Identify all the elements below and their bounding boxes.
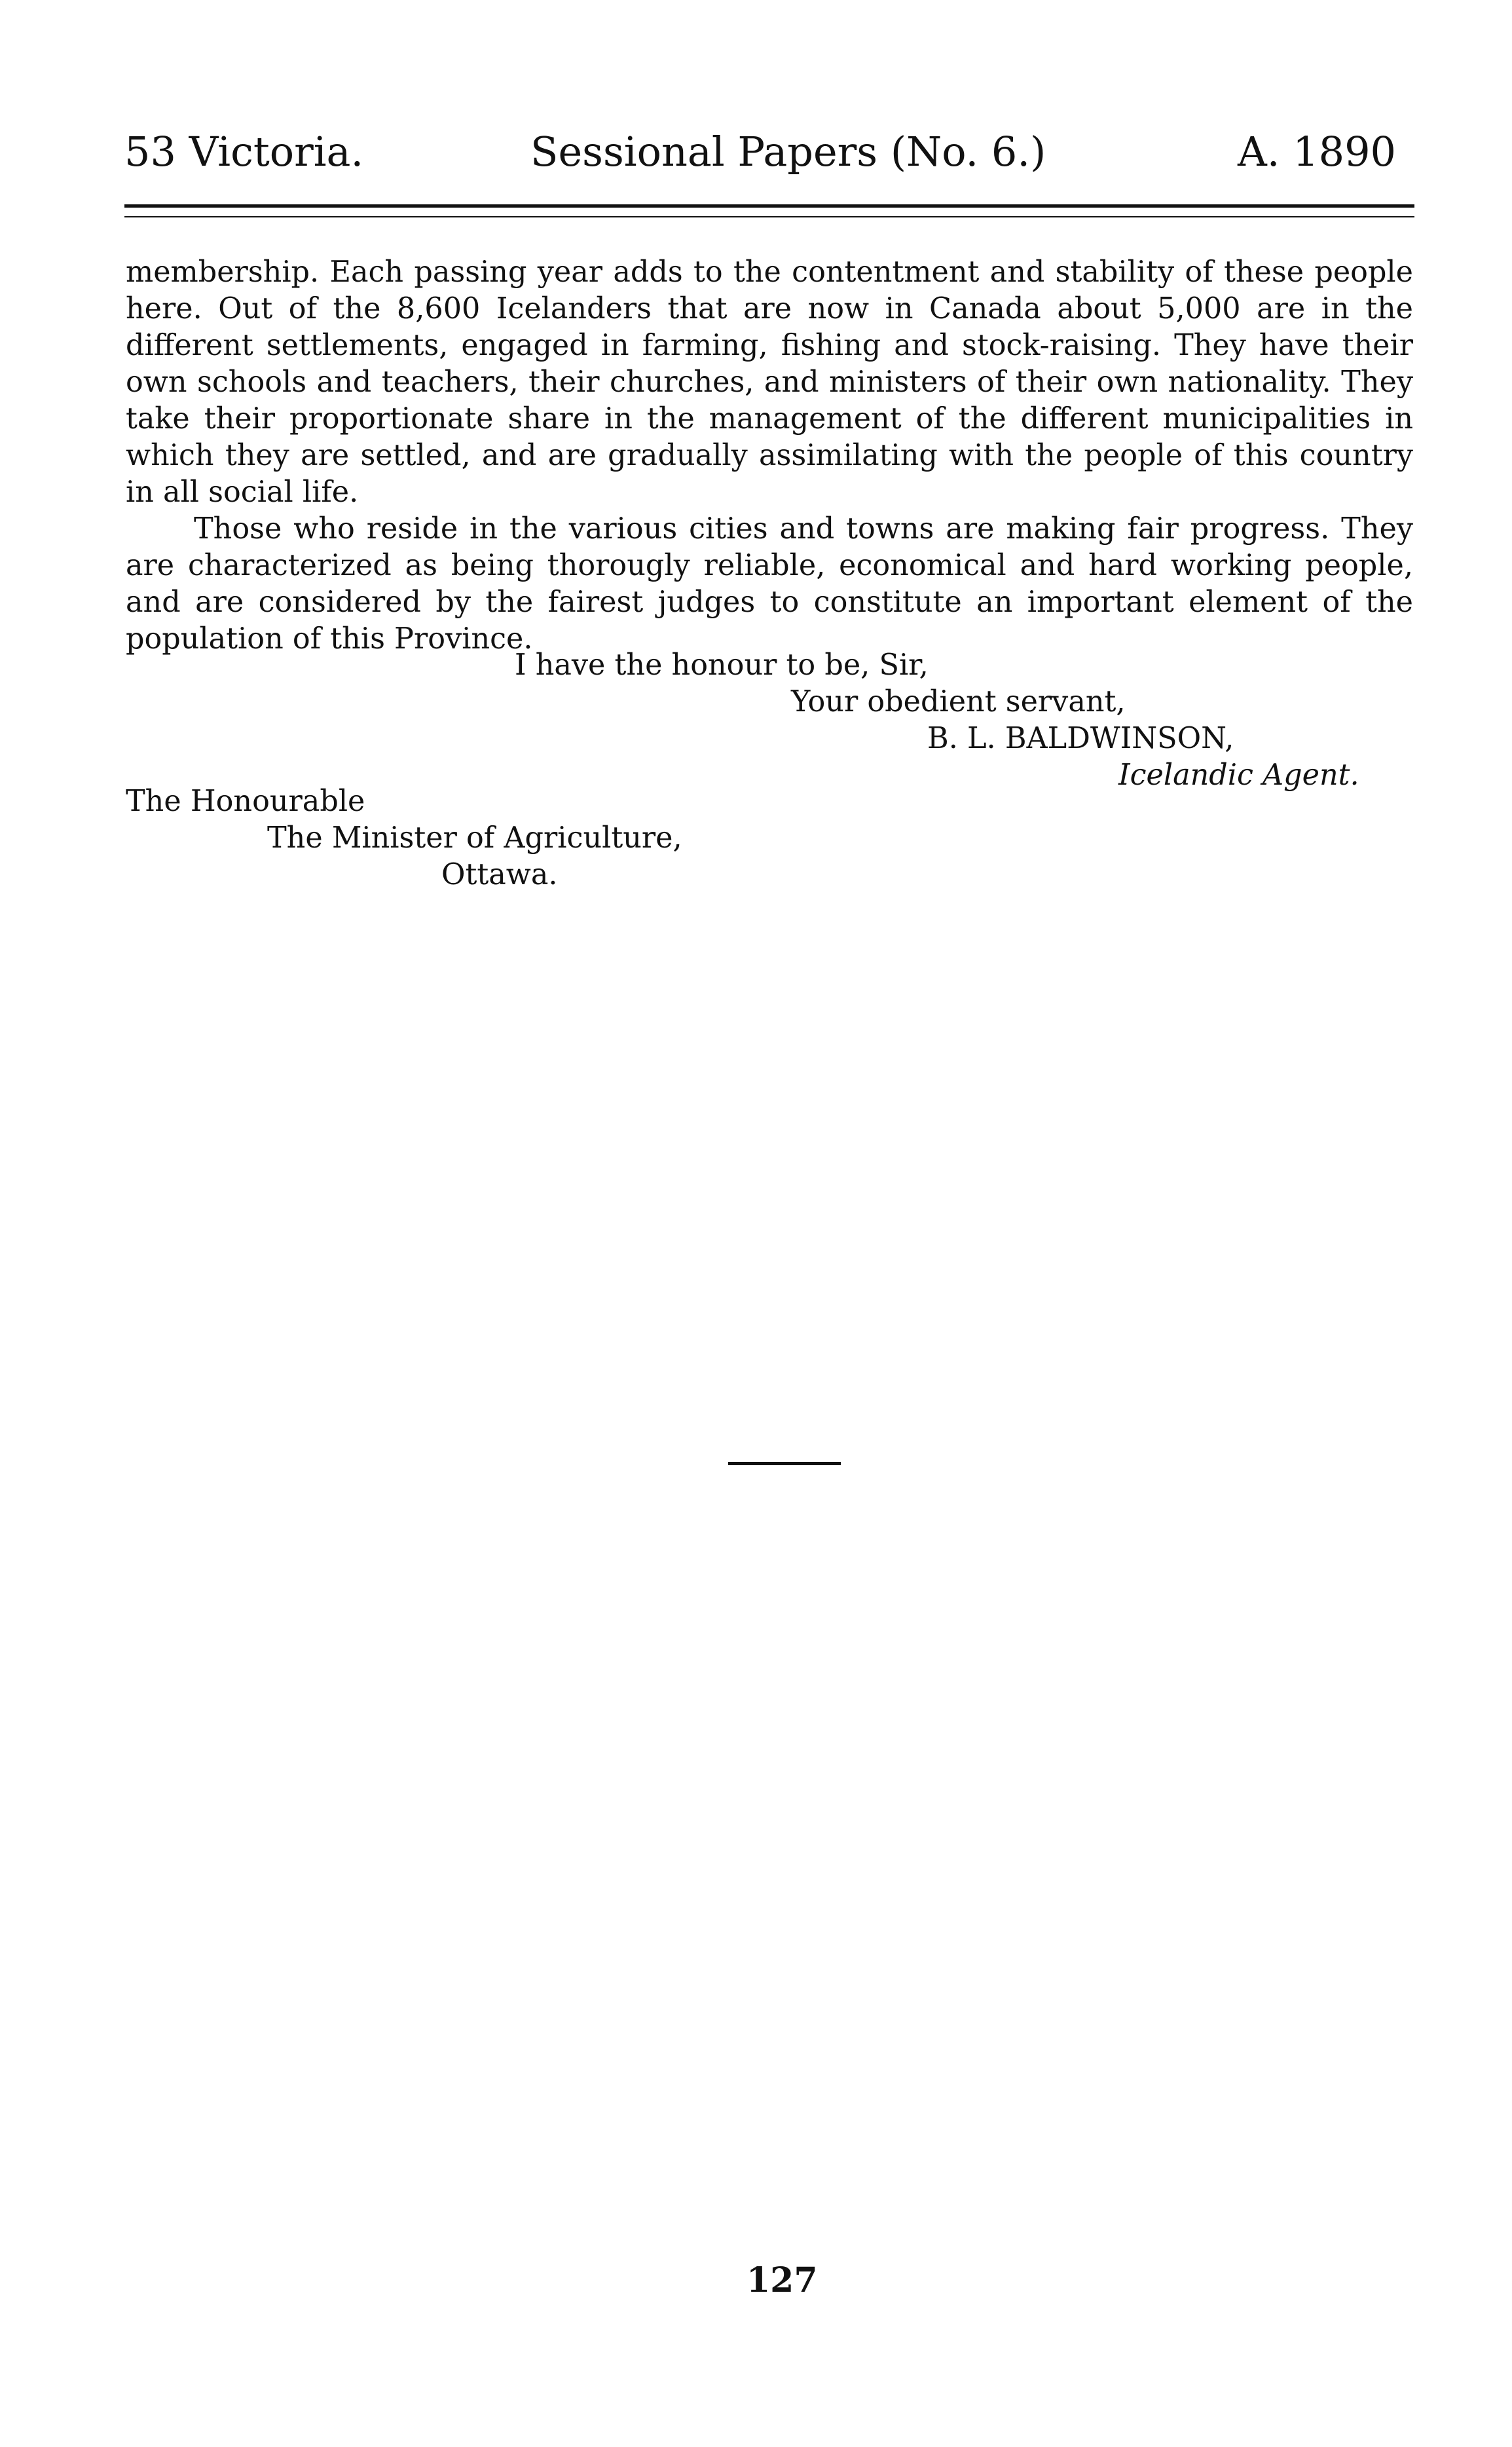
address-line-3: Ottawa.	[441, 858, 558, 891]
section-end-rule	[728, 1462, 841, 1465]
signatory-title: Icelandic Agent.	[1118, 758, 1359, 792]
signature: B. L. BALDWINSON,	[927, 722, 1234, 755]
header-year: A. 1890	[1238, 128, 1396, 176]
paragraph-2: Those who reside in the various cities and towns are making fair progress. They are characterized as being thorougly reliable, economical and hard working people, and are considered by the fairest judges to constitute an important element of the population of this Province.	[126, 512, 1413, 656]
letter-body	[126, 254, 1413, 658]
header-session: 53 Victoria.	[124, 128, 364, 176]
closing-line-2: Your obedient servant,	[791, 685, 1126, 719]
header-title: Sessional Papers (No. 6.)	[530, 128, 1046, 176]
header-rule-thick	[124, 204, 1414, 208]
header-rule-thin	[124, 216, 1414, 217]
running-header	[124, 126, 1396, 178]
closing-line-1: I have the honour to be, Sir,	[515, 648, 929, 682]
paragraph-1: membership. Each passing year adds to the contentment and stability of these people here. Out of the 8,600 Icelanders that are now in Canada about 5,000 are in the different settlements, engaged in farming, fishing and stock-raising. They have their own schools and teachers, their churches, and ministers of their own nationality. They take their proportionate share in the management of the different municipalities in which they are settled, and are gradually assimilating with the people of this country in all social life.	[126, 255, 1413, 509]
address-line-1: The Honourable	[126, 785, 365, 818]
address-line-2: The Minister of Agriculture,	[267, 821, 682, 855]
page-number: 127	[747, 2260, 818, 2300]
